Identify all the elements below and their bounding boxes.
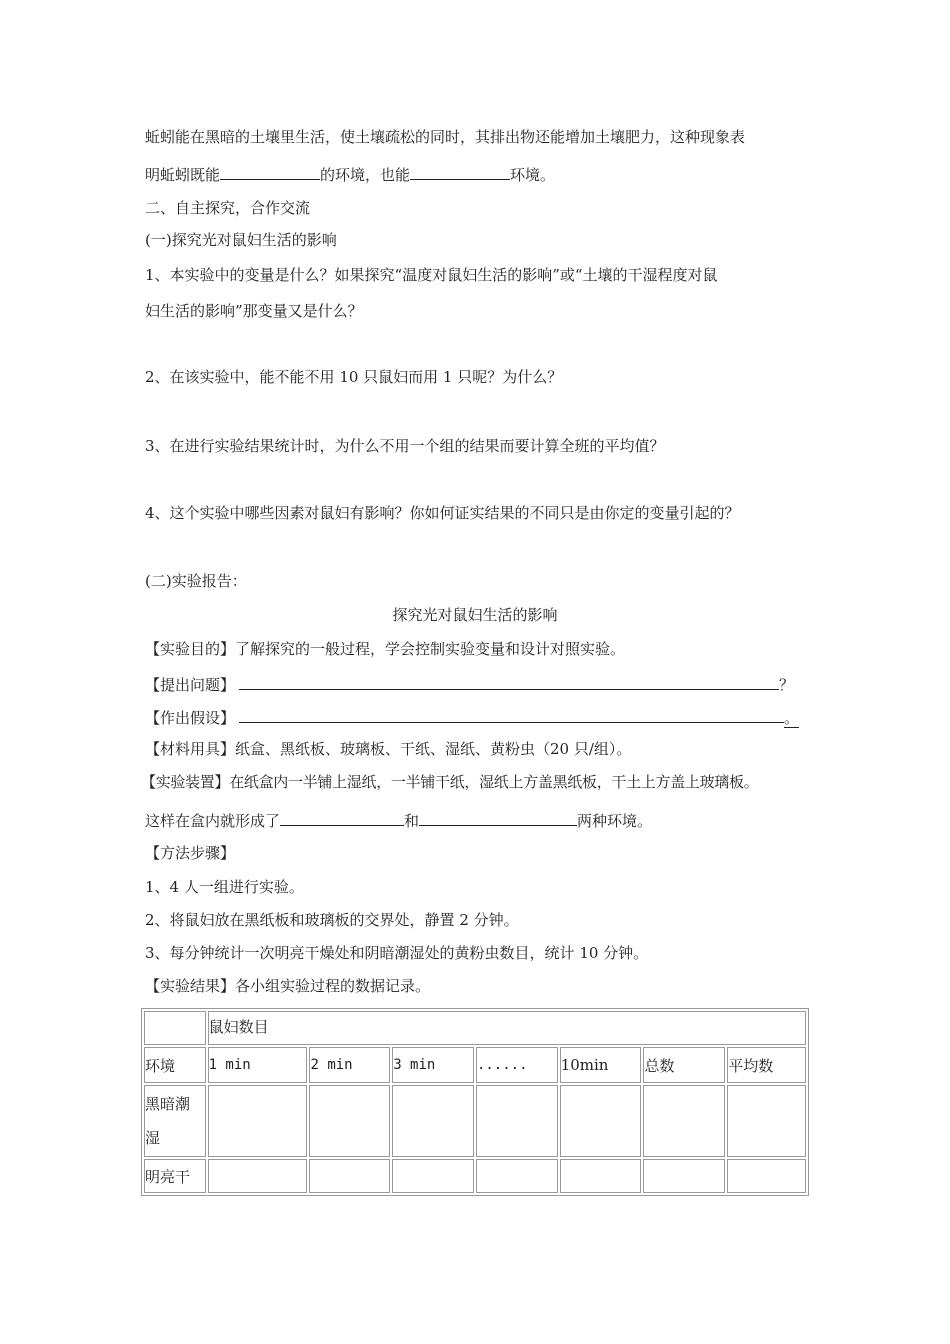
question-blank[interactable] [239,673,779,690]
question-label: 【提出问题】 [145,676,236,694]
environment-text-a: 这样在盒内就形成了 [145,812,281,830]
environment-blank-2[interactable] [419,809,577,826]
table-cell[interactable] [208,1159,308,1193]
question-3: 3、在进行实验结果统计时，为什么不用一个组的结果而要计算全班的平均值？ [145,437,665,455]
step-3: 3、每分钟统计一次明亮干燥处和阴暗潮湿处的黄粉虫数目，统计 10 分钟。 [145,944,649,962]
materials-text: 纸盒、黑纸板、玻璃板、干纸、湿纸、黄粉虫（20 只/组）。 [235,740,632,758]
hypothesis-label: 【作出假设】 [145,709,236,727]
col-2min: 2 min [309,1047,390,1083]
table-header-row [144,1011,806,1045]
device-label: 【实验装置】 [141,773,230,791]
environment-text-c: 两种环境。 [577,812,653,830]
table-cell[interactable] [727,1085,806,1157]
table-cell[interactable] [643,1159,725,1193]
question-4: 4、这个实验中哪些因素对鼠妇有影响？你如何证实结果的不同只是由你定的变量引起的？ [145,504,740,522]
question-end: ？ [779,676,795,694]
step-1: 1、4 人一组进行实验。 [145,878,304,896]
question-1-line-1: 1、本实验中的变量是什么？如果探究“温度对鼠妇生活的影响”或“土壤的干湿程度对鼠 [145,266,718,284]
table-cell[interactable] [560,1085,642,1157]
hypothesis-line [145,706,799,728]
question-line [145,673,794,695]
table-cell[interactable] [208,1085,308,1157]
col-3min: 3 min [392,1047,474,1083]
table-cell[interactable] [727,1159,806,1193]
intro-text-b: 的环境，也能 [320,166,411,184]
result-line [145,976,430,996]
table-cell[interactable] [392,1159,474,1193]
table-column-row [144,1047,806,1083]
col-1min: 1 min [208,1047,308,1083]
env-header-cell: 环境 [144,1047,206,1083]
table-cell[interactable] [476,1159,558,1193]
table-row-dark-moist [144,1085,806,1157]
intro-text-c: 环境。 [510,166,556,184]
intro-line-2 [145,163,555,185]
question-1-line-2: 妇生活的影响”那变量又是什么？ [145,302,363,320]
col-average: 平均数 [727,1047,806,1083]
table-cell[interactable] [309,1085,390,1157]
environment-line [145,809,652,831]
table-cell[interactable] [309,1159,390,1193]
materials-label: 【材料用具】 [145,740,236,758]
table-cell[interactable] [392,1085,474,1157]
col-total: 总数 [643,1047,725,1083]
row-label-dark-moist: 黑暗潮 湿 [144,1085,206,1157]
fill-blank-2[interactable] [410,163,510,180]
purpose-text: 了解探究的一般过程，学会控制实验变量和设计对照实验。 [235,640,626,658]
question-2: 2、在该实验中，能不能不用 10 只鼠妇而用 1 只呢？为什么？ [145,368,563,386]
data-record-table [141,1008,809,1196]
step-2: 2、将鼠妇放在黑纸板和玻璃板的交界处，静置 2 分钟。 [145,911,519,929]
fill-blank-1[interactable] [220,163,320,180]
table-row-bright-dry [144,1159,806,1193]
hypothesis-blank[interactable] [239,706,784,723]
environment-text-b: 和 [404,812,420,830]
device-text: 在纸盒内一半铺上湿纸，一半铺干纸，湿纸上方盖黑纸板，干土上方盖上玻璃板。 [229,773,759,791]
purpose-line [145,639,625,659]
table-corner-cell [144,1011,206,1045]
table-cell[interactable] [476,1085,558,1157]
environment-blank-1[interactable] [280,809,404,826]
hypothesis-end: 。 [784,709,800,727]
col-ellipsis: ...... [476,1047,558,1083]
purpose-label: 【实验目的】 [145,640,236,658]
materials-line [145,739,631,759]
steps-label: 【方法步骤】 [145,844,236,862]
group-header-cell: 鼠妇数目 [208,1011,806,1045]
subsection-1-title: (一)探究光对鼠妇生活的影响 [145,231,337,249]
result-label: 【实验结果】 [145,977,236,995]
table-cell[interactable] [643,1085,725,1157]
subsection-2-title: (二)实验报告： [145,572,247,590]
intro-line-1: 蚯蚓能在黑暗的土壤里生活，使土壤疏松的同时，其排出物还能增加土壤肥力，这种现象表 [145,128,746,146]
device-line [141,772,758,792]
row-label-bright-dry: 明亮干 [144,1159,206,1193]
table-cell[interactable] [560,1159,642,1193]
result-text: 各小组实验过程的数据记录。 [235,977,431,995]
section-title: 二、自主探究，合作交流 [145,199,311,217]
col-10min: 10min [560,1047,642,1083]
intro-text-a: 明蚯蚓既能 [145,166,221,184]
report-title: 探究光对鼠妇生活的影响 [392,606,558,624]
